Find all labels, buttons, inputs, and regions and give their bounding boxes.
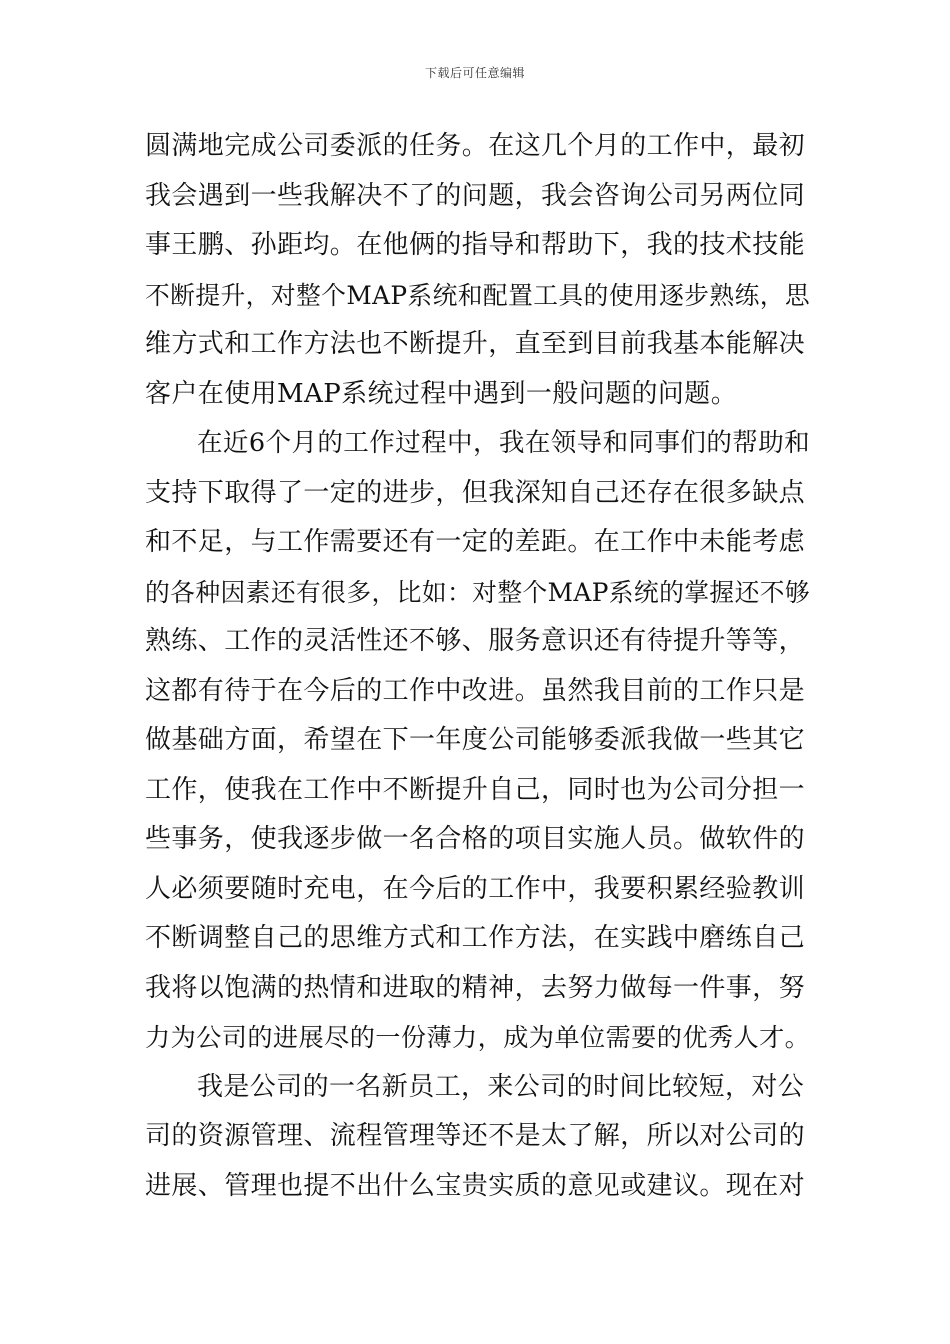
paragraph-first-line: 我是公司的一名新员工，来公司的时间比较短，对公: [197, 1071, 805, 1102]
text-line: 支持下取得了一定的进步，但我深知自己还存在很多缺点: [145, 477, 806, 508]
text-line: 熟练、工作的灵活性还不够、服务意识还有待提升等等，: [145, 626, 806, 656]
text-line: 做基础方面，希望在下一年度公司能够委派我做一些其它: [145, 725, 806, 755]
text-line: 司的资源管理、流程管理等还不是太了解，所以对公司的: [145, 1121, 806, 1151]
text-line: 事王鹏、孙距均。在他俩的指导和帮助下，我的技术技能: [145, 230, 806, 260]
text-line: 不断提升，对整个MAP系统和配置工具的使用逐步熟练，思: [145, 280, 811, 310]
body-text: [145, 122, 810, 1211]
text-line: 和不足，与工作需要还有一定的差距。在工作中未能考虑: [145, 527, 806, 557]
text-line: 客户在使用MAP系统过程中遇到一般问题的问题。: [145, 378, 738, 409]
text-line: 这都有待于在今后的工作中改进。虽然我目前的工作只是: [145, 675, 806, 706]
text-line: 力为公司的进展尽的一份薄力，成为单位需要的优秀人才。: [145, 1023, 811, 1052]
text-line: 工作，使我在工作中不断提升自己，同时也为公司分担一: [145, 774, 806, 805]
text-line: 的各种因素还有很多，比如：对整个MAP系统的掌握还不够: [145, 577, 811, 607]
text-line: 不断调整自己的思维方式和工作方法，在实践中磨练自己: [145, 923, 806, 953]
text-line: 我将以饱满的热情和进取的精神，去努力做每一件事，努: [145, 972, 806, 1003]
text-line: 些事务，使我逐步做一名合格的项目实施人员。做软件的: [145, 824, 806, 854]
text-line: 维方式和工作方法也不断提升，直至到目前我基本能解决: [145, 329, 806, 359]
text-line: 圆满地完成公司委派的任务。在这几个月的工作中，最初: [145, 131, 806, 161]
text-line: 人必须要随时充电，在今后的工作中，我要积累经验教训: [145, 873, 806, 904]
text-line: 我会遇到一些我解决不了的问题，我会咨询公司另两位同: [145, 180, 806, 211]
page-header: 下载后可任意编辑: [424, 66, 525, 80]
paragraph-first-line: 在近6个月的工作过程中，我在领导和同事们的帮助和: [197, 428, 811, 458]
text-line: 进展、管理也提不出什么宝贵实质的意见或建议。现在对: [145, 1170, 806, 1201]
